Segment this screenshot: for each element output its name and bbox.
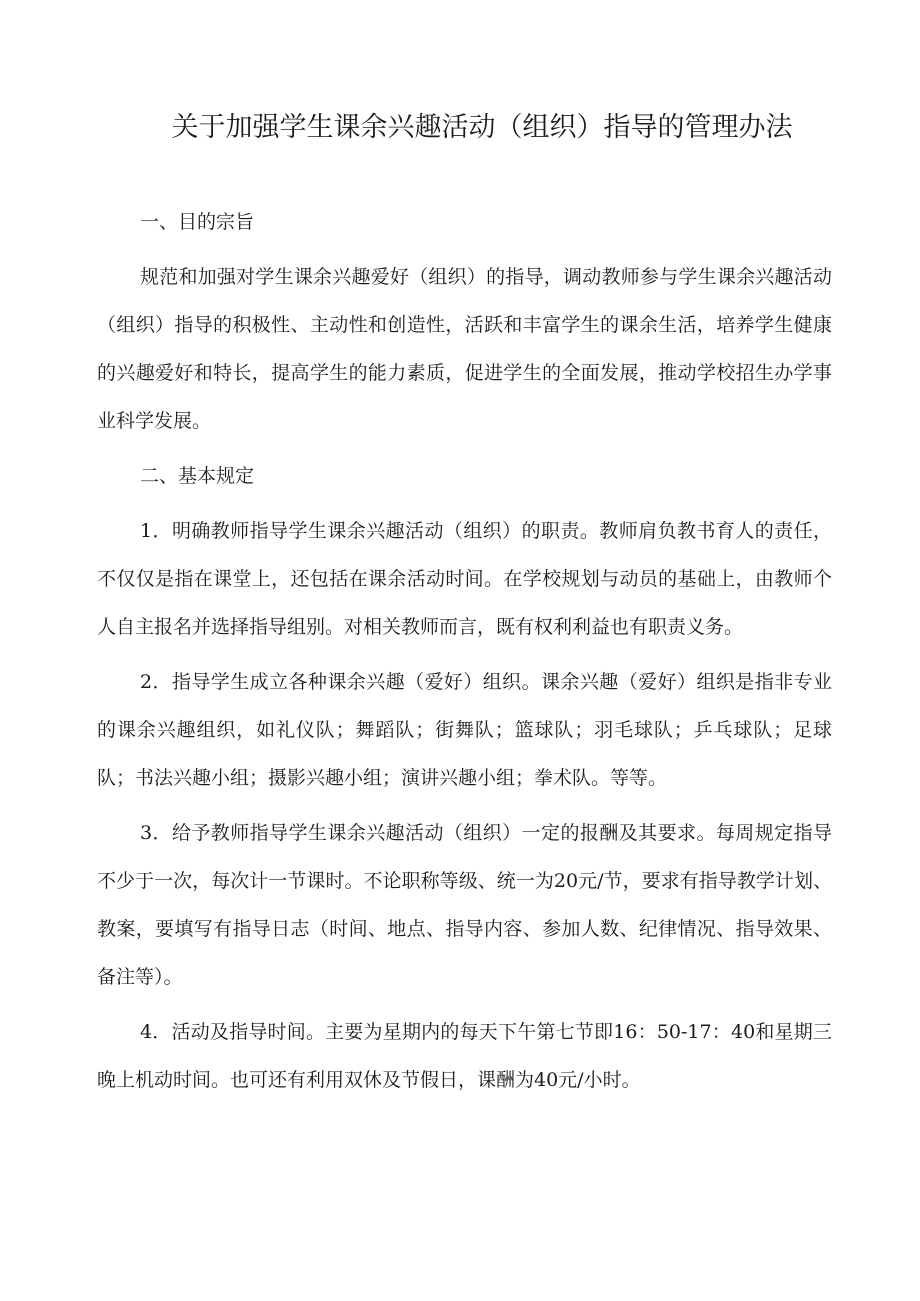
section-heading-regulations: 二、基本规定 [140,465,255,487]
purpose-paragraph: 规范和加强对学生课余兴趣爱好（组织）的指导，调动教师参与学生课余兴趣活动（组织）指导的积极性、主动性和创造性，活跃和丰富学生的课余生活，培养学生健康的兴趣爱好和特长，提高学生的能力素质，促进学生的全面发展，推动学校招生办学事业科学发展。 [97,266,832,432]
regulation-item-4: 4．活动及指导时间。主要为星期内的每天下午第七节即16：50-17：40和星期三晚上机动时间。也可还有利用双休及节假日，课酬为40元/小时。 [97,1021,832,1091]
document-title: 关于加强学生课余兴趣活动（组织）指导的管理办法 [171,112,793,143]
regulation-item-1: 1．明确教师指导学生课余兴趣活动（组织）的职责。教师肩负教书育人的责任，不仅仅是指在课堂上，还包括在课余活动时间。在学校规划与动员的基础上，由教师个人自主报名并选择指导组别。对相关教师而言，既有权利利益也有职责义务。 [97,520,832,638]
section-heading-purpose: 一、目的宗旨 [140,211,255,233]
document-body [97,198,832,1111]
regulation-item-2: 2．指导学生成立各种课余兴趣（爱好）组织。课余兴趣（爱好）组织是指非专业的课余兴趣组织，如礼仪队；舞蹈队；街舞队；篮球队；羽毛球队；乒乓球队；足球队；书法兴趣小组；摄影兴趣小组；演讲兴趣小组；拳术队。等等。 [97,671,832,789]
regulation-item-3: 3．给予教师指导学生课余兴趣活动（组织）一定的报酬及其要求。每周规定指导不少于一次，每次计一节课时。不论职称等级、统一为20元/节，要求有指导教学计划、教案，要填写有指导日志（时间、地点、指导内容、参加人数、纪律情况、指导效果、备注等）。 [97,822,832,988]
